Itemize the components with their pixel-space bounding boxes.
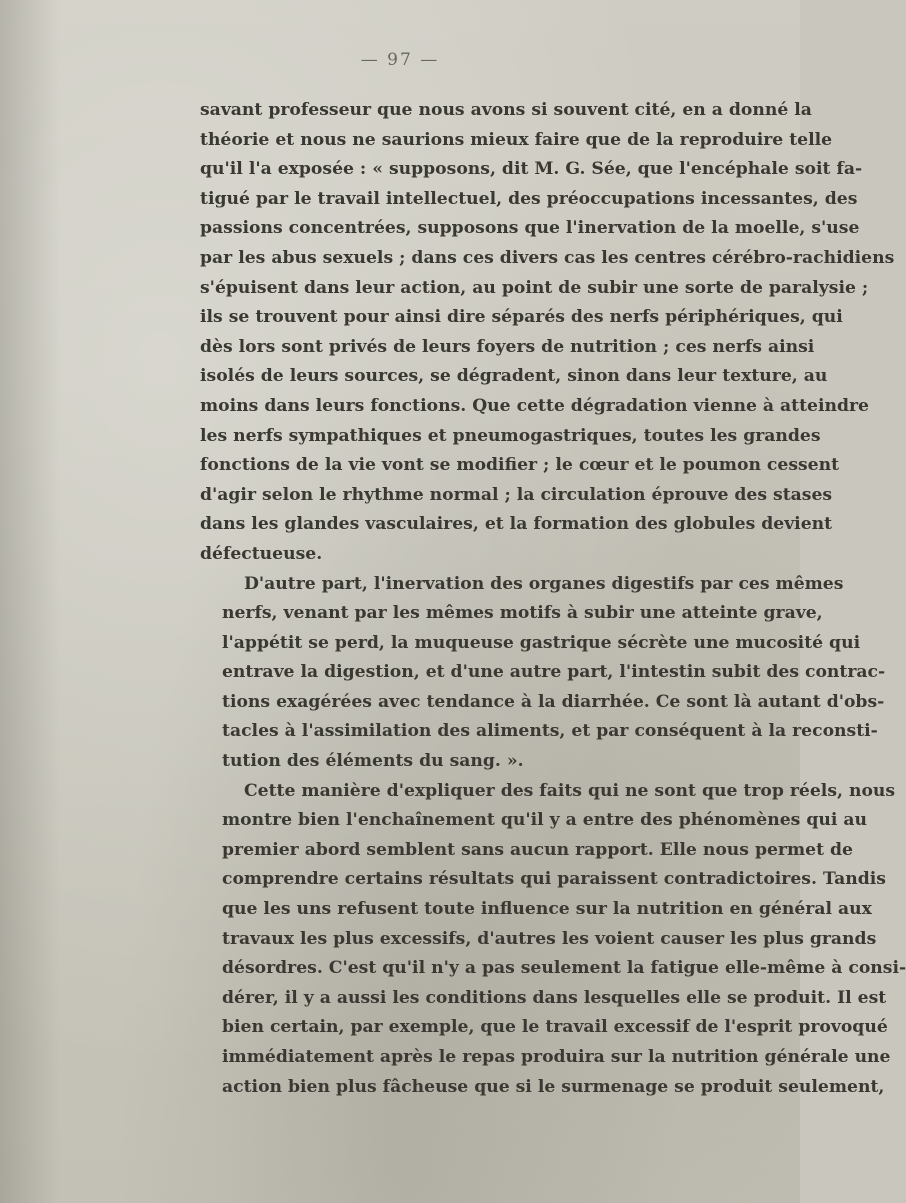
paragraph-2 <box>200 570 886 777</box>
text-line: savant professeur que nous avons si souvent cité, en a donné la <box>200 100 812 120</box>
body-text <box>200 96 906 1102</box>
text-line: défectueuse. <box>200 543 323 564</box>
text-line: nerfs, venant par les mêmes motifs à subir une atteinte grave, <box>222 603 823 624</box>
text-line: les nerfs sympathiques et pneumogastriques, toutes les grandes <box>200 425 821 446</box>
text-line: d'agir selon le rhythme normal ; la circulation éprouve des stases <box>200 484 833 505</box>
text-line: montre bien l'enchaînement qu'il y a entre des phénomènes qui au <box>222 810 867 831</box>
text-line: tions exagérées avec tendance à la diarrhée. Ce sont là autant d'obs- <box>222 691 885 712</box>
text-line: théorie et nous ne saurions mieux faire que de la reproduire telle <box>200 129 833 150</box>
text-line: travaux les plus excessifs, d'autres les voient causer les plus grands <box>222 928 877 949</box>
text-line: action bien plus fâcheuse que si le surmenage se produit seulement, <box>222 1076 885 1097</box>
text-line: tigué par le travail intellectuel, des préoccupations incessantes, des <box>200 188 858 209</box>
text-line: D'autre part, l'inervation des organes digestifs par ces mêmes <box>244 573 844 594</box>
page-number: — 97 — <box>360 50 440 70</box>
text-line: immédiatement après le repas produira sur la nutrition générale une <box>222 1047 891 1067</box>
text-line: entrave la digestion, et d'une autre part, l'intestin subit des contrac- <box>222 662 886 683</box>
text-line: premier abord semblent sans aucun rapport. Elle nous permet de <box>222 839 853 860</box>
text-line: ils se trouvent pour ainsi dire séparés des nerfs périphériques, qui <box>200 307 843 328</box>
text-line: comprendre certains résultats qui paraissent contradictoires. Tandis <box>222 869 886 890</box>
text-line: par les abus sexuels ; dans ces divers cas les centres cérébro-rachidiens <box>200 247 895 268</box>
text-line: dans les glandes vasculaires, et la formation des globules devient <box>200 514 833 535</box>
text-line: que les uns refusent toute influence sur la nutrition en général aux <box>222 899 872 920</box>
text-line: l'appétit se perd, la muqueuse gastrique sécrète une mucosité qui <box>222 632 861 653</box>
text-line: dès lors sont privés de leurs foyers de nutrition ; ces nerfs ainsi <box>200 336 815 357</box>
text-line: tution des éléments du sang. ». <box>222 751 524 772</box>
text-line: Cette manière d'expliquer des faits qui ne sont que trop réels, nous <box>244 780 896 801</box>
text-line: bien certain, par exemple, que le travail excessif de l'esprit provoqué <box>222 1017 888 1038</box>
text-line: fonctions de la vie vont se modifier ; le cœur et le poumon cessent <box>200 455 840 476</box>
page-edge-shadow <box>0 0 60 1203</box>
text-line: moins dans leurs fonctions. Que cette dégradation vienne à atteindre <box>200 395 869 416</box>
paragraph-3 <box>200 777 906 1103</box>
text-line: isolés de leurs sources, se dégradent, sinon dans leur texture, au <box>200 366 828 387</box>
text-line: qu'il l'a exposée : « supposons, dit M. G. Sée, que l'encéphale soit fa- <box>200 159 863 180</box>
text-line: tacles à l'assimilation des aliments, et par conséquent à la reconsti- <box>222 721 878 742</box>
text-line: s'épuisent dans leur action, au point de subir une sorte de paralysie ; <box>200 277 869 298</box>
paragraph-1 <box>200 96 895 570</box>
text-line: désordres. C'est qu'il n'y a pas seulement la fatigue elle-même à consi- <box>222 958 906 979</box>
text-line: passions concentrées, supposons que l'inervation de la moelle, s'use <box>200 218 860 239</box>
text-line: dérer, il y a aussi les conditions dans lesquelles elle se produit. Il est <box>222 987 887 1008</box>
